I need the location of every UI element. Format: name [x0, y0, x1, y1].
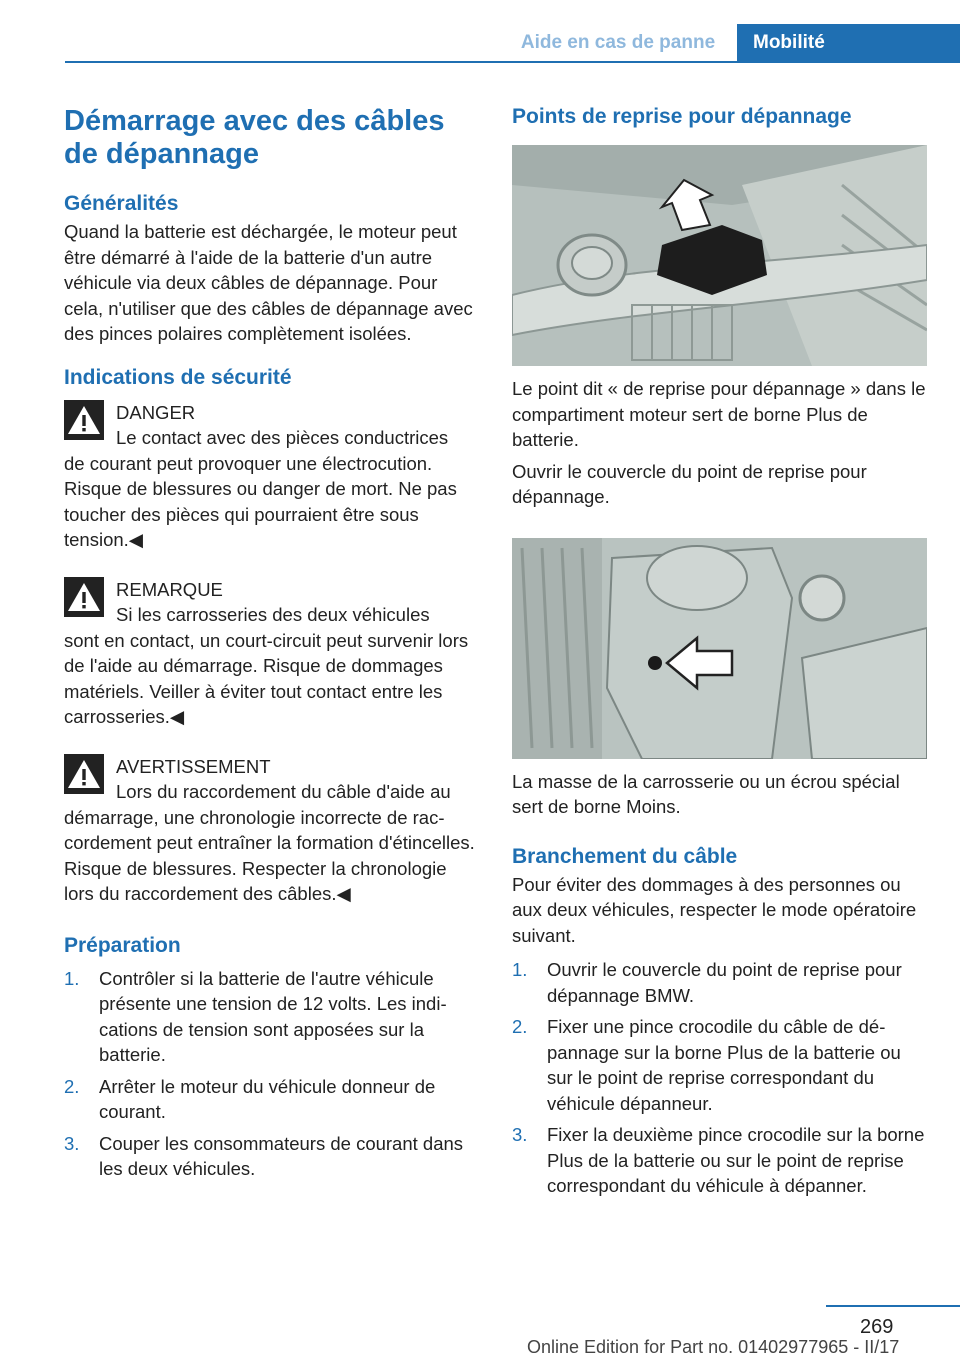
right-column [512, 100, 927, 1205]
warning-first-line: Lors du raccordement du câble d'aide au [116, 781, 451, 802]
step-number: 2. [512, 1016, 528, 1037]
cable-heading: Branchement du câble [512, 844, 738, 868]
warning-triangle-icon [64, 754, 104, 794]
caption-minus: La masse de la carrosserie ou un écrou spécial sert de borne Moins. [512, 770, 900, 817]
prep-steps [64, 966, 479, 1182]
cable-steps [512, 957, 927, 1199]
list-item [512, 957, 927, 1008]
warning-first-line: Si les carrosseries des deux véhicules [116, 604, 430, 625]
warning-level: REMARQUE [116, 578, 223, 600]
step-number: 1. [64, 967, 80, 989]
step-text: Fixer la deuxième pince crocodile sur la borne Plus de la batterie ou sur le point de reprise correspondant du véhicule à dépanner. [547, 1124, 925, 1196]
list-item [64, 1074, 479, 1125]
warning-text: de courant peut provoquer une électrocution. Risque de blessures ou danger de mort. Ne pas toucher des pièces qui pourraient être sous tension.◀ [64, 452, 457, 550]
list-item [64, 1131, 479, 1182]
edition-note: Online Edition for Part no. 01402977965 - II/17 [527, 1337, 900, 1357]
engine-bay-photo-minus [512, 538, 927, 759]
list-item [512, 1014, 927, 1116]
cable-text: Pour éviter des dommages à des personnes ou aux deux véhicules, respecter le mode opératoire suivant. [512, 873, 917, 946]
step-text: Ouvrir le couvercle du point de reprise pour dépannage BMW. [547, 959, 902, 1006]
list-item [64, 966, 479, 1068]
header-chapter-tab: Mobilité [737, 24, 960, 62]
left-column [64, 100, 479, 1188]
header-rule [65, 61, 960, 63]
list-item [512, 1122, 927, 1199]
header-section-title: Aide en cas de panne [520, 32, 716, 53]
general-heading: Généralités [64, 192, 179, 215]
step-number: 3. [64, 1132, 80, 1154]
safety-heading: Indications de sécurité [64, 365, 292, 389]
step-number: 3. [512, 1124, 528, 1145]
step-text: Fixer une pince crocodile du câble de dépannage sur la borne Plus de la batterie ou sur le point de reprise correspondant du véhicule dépanneur. [547, 1016, 901, 1114]
page-number: 269 [860, 1316, 894, 1338]
warning-danger [64, 400, 479, 553]
step-number: 2. [64, 1075, 80, 1097]
engine-bay-photo-plus [512, 145, 927, 366]
caption-plus: Le point dit « de reprise pour dépannage » dans le compartiment moteur sert de borne Plus de batterie. [512, 378, 926, 450]
step-text: Contrôler si la batterie de l'autre véhicule présente une tension de 12 volts. Les indications de tension sont apposées sur la batterie. [99, 967, 447, 1065]
caption-open: Ouvrir le couvercle du point de reprise pour dépannage. [512, 460, 867, 507]
footer-rule [826, 1305, 960, 1307]
warning-level: DANGER [116, 401, 196, 423]
points-heading: Points de reprise pour dépannage [512, 105, 852, 128]
warning-triangle-icon [64, 400, 104, 440]
step-number: 1. [512, 959, 528, 980]
step-text: Arrêter le moteur du véhicule donneur de courant. [99, 1075, 436, 1122]
warning-text: sont en contact, un court-circuit peut survenir lors de l'aide au démarrage. Risque de dommages matériels. Veiller à éviter tout contact entre les carrosseries.◀ [64, 629, 469, 727]
page-title: Démarrage avec des câbles de dépannage [64, 105, 445, 170]
warning-triangle-icon [64, 577, 104, 617]
warning-level: AVERTISSEMENT [116, 755, 271, 777]
warning-avertissement [64, 754, 479, 907]
general-text: Quand la batterie est déchargée, le moteur peut être démarré à l'aide de la batterie d'un autre véhicule via deux câbles de dépannage. Pour cela, n'utiliser que des câbles de dépannage avec des pinces polaires complètement isolées. [64, 221, 473, 344]
warning-remarque [64, 577, 479, 730]
prep-heading: Préparation [64, 933, 181, 957]
step-text: Couper les consommateurs de courant dans les deux véhicules. [99, 1132, 464, 1179]
warning-first-line: Le contact avec des pièces conductrices [116, 427, 449, 448]
warning-text: démarrage, une chronologie incorrecte de raccordement peut entraîner la formation d'étincelles. Risque de blessures. Respecter la chronologie lors du raccordement des câbles.◀ [64, 806, 475, 904]
